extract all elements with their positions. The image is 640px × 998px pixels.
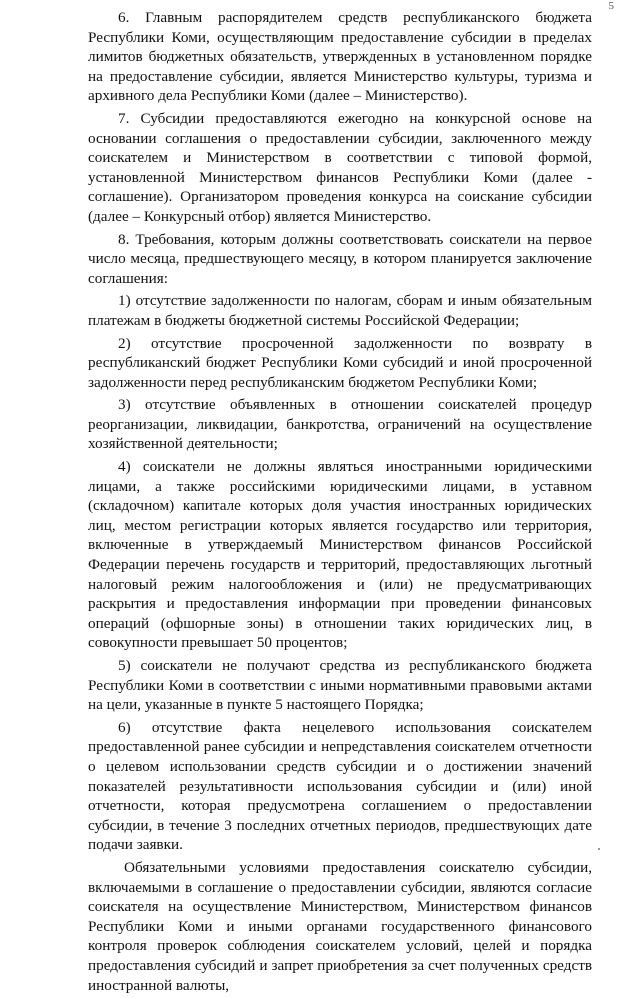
scan-artifact-mark [598,848,600,850]
requirement-4: 4) соискатели не должны являться иностранными юридическими лицами, а также российскими юридическими лицами, в уставном (складочном) капитале которых доля участия иностранных юридических лиц, местом регистрации которых является государство или территория, включенные в утверждаемый Министерством финансов Российской Федерации перечень государств и территорий, предоставляющих льготный налоговый режим налогообложения и (или) не предусматривающих раскрытия и предоставления информации при проведении финансовых операций (офшорные зоны) в отношении таких юридических лиц, в совокупности превышает 50 процентов; [88,458,592,652]
paragraph-6: 6. Главным распорядителем средств республиканского бюджета Республики Коми, осуществляющим предоставление субсидии в пределах лимитов бюджетных обязательств, утвержденных в установленном порядке на предоставление субсидии, является Министерство культуры, туризма и архивного дела Республики Коми (далее – Министерство). [88,9,592,105]
paragraph-8: 8. Требования, которым должны соответствовать соискатели на первое число месяца, предшествующего месяцу, в котором планируется заключение соглашения: [88,230,592,287]
paragraph-7: 7. Субсидии предоставляются ежегодно на конкурсной основе на основании соглашения о предоставлении субсидии, заключенного между соискателем и Министерством в соответствии с типовой формой, установленной Министерством финансов Республики Коми (далее - соглашение). Организатором проведения конкурса на соискание субсидии (далее – Конкурсный отбор) является Министерство. [88,109,592,225]
requirement-6: 6) отсутствие факта нецелевого использования соискателем предоставленной ранее субсидии и непредставления соискателем отчетности о целевом использовании средств субсидии и о достижении значений показателей результативности использования субсидии и (или) иной отчетности, которая предусмотрена соглашением о предоставлении субсидии, в течение 3 последних отчетных периодов, предшествующих дате подачи заявки. [88,718,592,854]
document-body [88,8,592,998]
page-number: 5 [608,0,614,12]
requirement-5: 5) соискатели не получают средства из республиканского бюджета Республики Коми в соответствии с иными нормативными правовыми актами на цели, указанные в пункте 5 настоящего Порядка; [88,657,592,714]
requirement-1: 1) отсутствие задолженности по налогам, сборам и иным обязательным платежам в бюджеты бюджетной системы Российской Федерации; [88,292,592,329]
requirement-3: 3) отсутствие объявленных в отношении соискателей процедур реорганизации, ликвидации, банкротства, ограничений на осуществление хозяйственной деятельности; [88,396,592,453]
requirement-2: 2) отсутствие просроченной задолженности по возврату в республиканский бюджет Республики Коми субсидий и иной просроченной задолженности перед республиканским бюджетом Республики Коми; [88,334,592,391]
mandatory-conditions-paragraph: Обязательными условиями предоставления соискателю субсидии, включаемыми в соглашение о предоставлении субсидии, являются согласие соискателя на осуществление Министерством, Министерством финансов Республики Коми и иными органами государственного финансового контроля проверок соблюдения соискателем условий, целей и порядка предоставления субсидий и запрет приобретения за счет полученных средств иностранной валюты, [88,858,592,994]
